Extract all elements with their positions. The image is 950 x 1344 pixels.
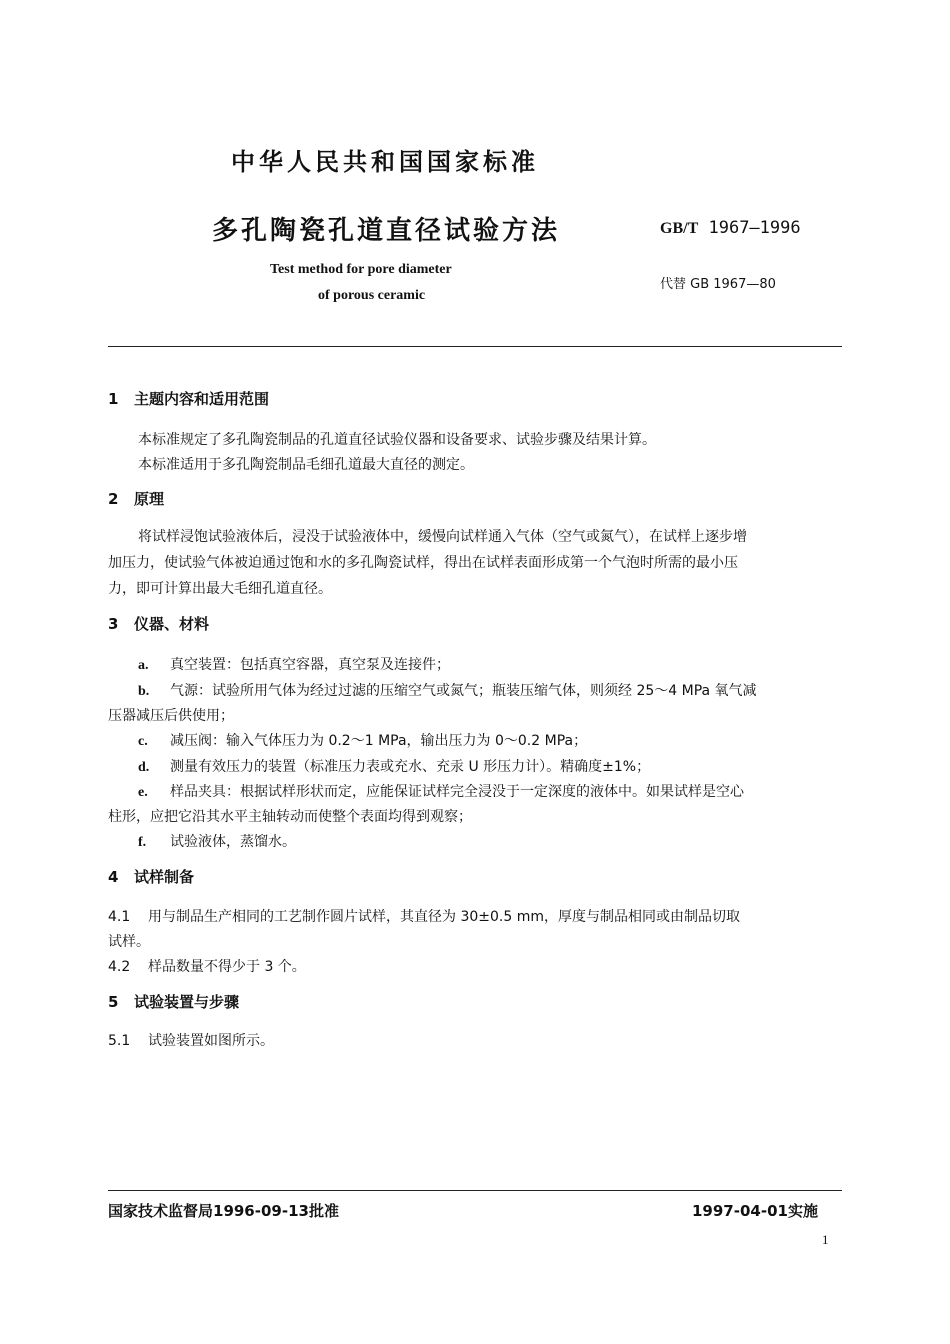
standard-code-number: 1967—1996 — [708, 218, 801, 238]
clause-4-1-continuation: 试样。 — [108, 934, 150, 950]
list-text: 测量有效压力的装置（标准压力表或充水、充汞 U 形压力计）。精确度±1%； — [170, 759, 651, 775]
section-5-heading — [108, 991, 239, 1012]
section-2-line-2: 加压力，使试验气体被迫通过饱和水的多孔陶瓷试样，得出在试样表面形成第一个气泡时所需的最小压 — [108, 555, 738, 571]
section-number: 2 — [108, 490, 119, 508]
list-label: e. — [138, 785, 148, 800]
section-title: 试样制备 — [134, 868, 195, 886]
section-1-paragraph-1: 本标准规定了多孔陶瓷制品的孔道直径试验仪器和设备要求、试验步骤及结果计算。 — [138, 432, 656, 448]
list-label: b. — [138, 684, 150, 699]
section-1-paragraph-2: 本标准适用于多孔陶瓷制品毛细孔道最大直径的测定。 — [138, 457, 474, 473]
approval-note: 国家技术监督局1996-09-13批准 — [108, 1202, 339, 1220]
section-number: 3 — [108, 615, 119, 633]
clause-4-1 — [108, 906, 740, 926]
list-item-b-continuation: 压器减压后供使用； — [108, 708, 234, 724]
clause-text: 用与制品生产相同的工艺制作圆片试样，其直径为 30±0.5 mm，厚度与制品相同或由制品切取 — [148, 909, 740, 925]
list-text: 气源：试验所用气体为经过过滤的压缩空气或氮气；瓶装压缩气体，则须经 25～4 MPa 氧气减 — [170, 683, 757, 699]
english-title-line2: of porous ceramic — [318, 288, 426, 303]
section-title: 试验装置与步骤 — [134, 993, 240, 1011]
list-label: a. — [138, 658, 149, 673]
list-text: 试验液体，蒸馏水。 — [170, 834, 296, 850]
standard-code — [660, 218, 801, 238]
list-item-e — [138, 781, 744, 801]
list-item-d — [138, 756, 650, 776]
list-item-e-continuation: 柱形，应把它沿其水平主轴转动而使整个表面均得到观察； — [108, 809, 472, 825]
list-text: 样品夹具：根据试样形状而定，应能保证试样完全浸没于一定深度的液体中。如果试样是空心 — [170, 784, 744, 800]
section-title: 仪器、材料 — [134, 615, 210, 633]
section-title: 主题内容和适用范围 — [134, 390, 270, 408]
clause-number: 5.1 — [108, 1033, 131, 1049]
page-number: 1 — [822, 1232, 829, 1247]
implementation-date: 1997-04-01实施 — [692, 1202, 818, 1220]
section-1-heading — [108, 388, 269, 409]
clause-text: 样品数量不得少于 3 个。 — [148, 959, 306, 975]
header-divider — [108, 346, 842, 347]
list-item-c — [138, 730, 587, 750]
section-2-line-3: 力，即可计算出最大毛细孔道直径。 — [108, 581, 332, 597]
list-item-a — [138, 654, 450, 674]
replaces-note: 代替 GB 1967—80 — [660, 277, 776, 292]
section-2-line-1: 将试样浸饱试验液体后，浸没于试验液体中，缓慢向试样通入气体（空气或氮气），在试样上逐步增 — [138, 529, 747, 545]
clause-4-2 — [108, 956, 306, 976]
standard-code-prefix: GB/T — [660, 220, 699, 237]
national-standard-heading: 中华人民共和国国家标准 — [231, 148, 539, 176]
document-title: 多孔陶瓷孔道直径试验方法 — [212, 216, 561, 246]
list-text: 真空装置：包括真空容器，真空泵及连接件； — [170, 657, 450, 673]
list-item-b — [138, 680, 757, 700]
clause-5-1 — [108, 1030, 274, 1050]
list-label: d. — [138, 760, 150, 775]
clause-number: 4.1 — [108, 909, 131, 925]
section-3-heading — [108, 613, 209, 634]
section-4-heading — [108, 866, 194, 887]
section-number: 5 — [108, 993, 119, 1011]
list-text: 减压阀：输入气体压力为 0.2～1 MPa，输出压力为 0～0.2 MPa； — [170, 733, 588, 749]
section-title: 原理 — [134, 490, 165, 508]
list-label: c. — [138, 734, 148, 749]
footer-divider — [108, 1190, 842, 1191]
section-2-heading — [108, 488, 164, 509]
english-title-line1: Test method for pore diameter — [270, 262, 452, 277]
section-number: 1 — [108, 390, 119, 408]
clause-text: 试验装置如图所示。 — [148, 1033, 274, 1049]
list-item-f — [138, 831, 296, 851]
section-number: 4 — [108, 868, 119, 886]
clause-number: 4.2 — [108, 959, 131, 975]
list-label: f. — [138, 835, 147, 850]
